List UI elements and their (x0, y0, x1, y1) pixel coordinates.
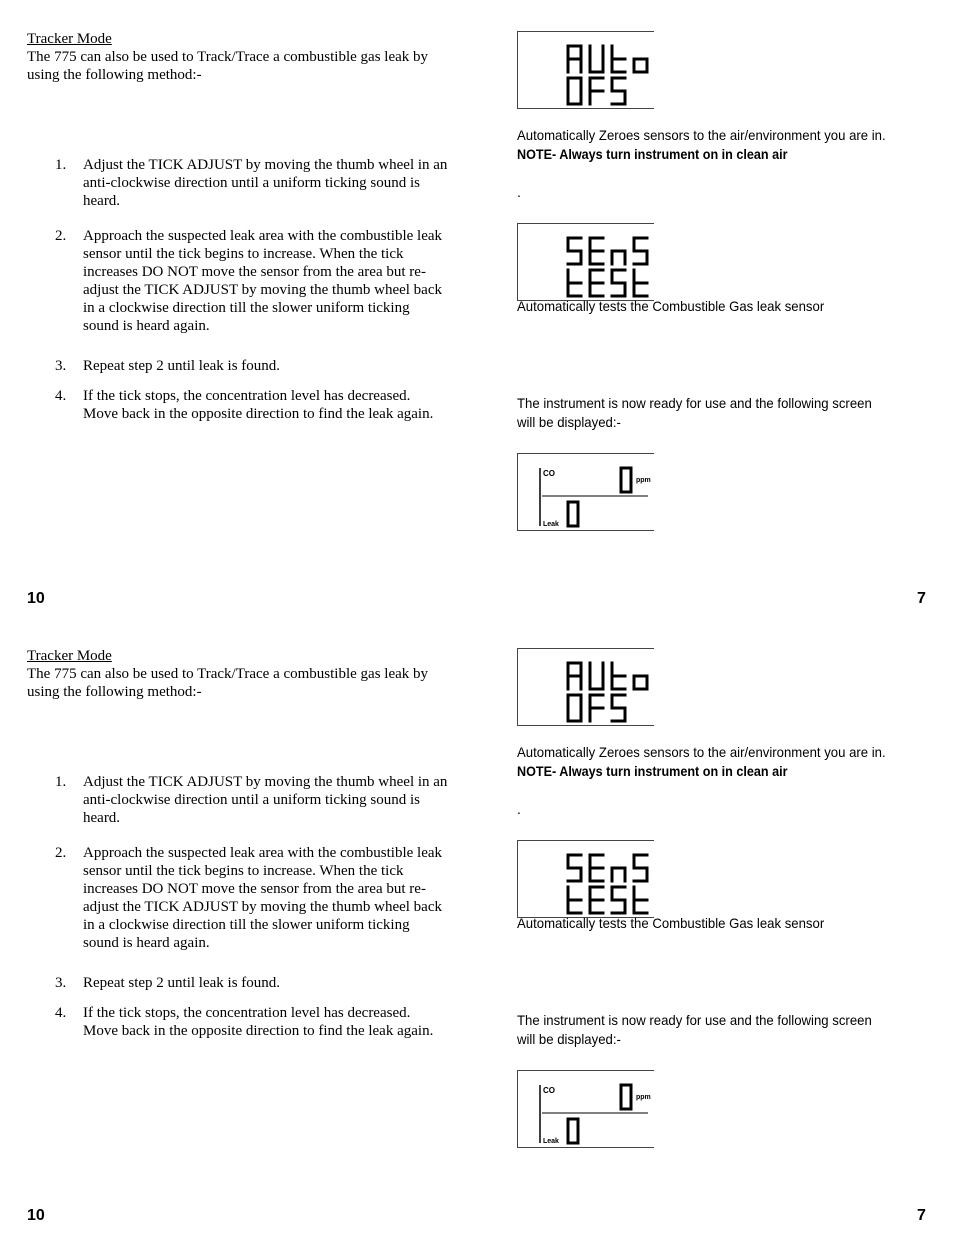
lcd-ready-display (517, 1070, 654, 1148)
manual-page-spread (0, 0, 954, 617)
lcd-line-sens (568, 238, 647, 264)
ready-text-line-1: The instrument is now ready for use and the following screen (517, 1012, 872, 1028)
section-heading: Tracker Mode (27, 31, 112, 47)
step-text: Adjust the TICK ADJUST by moving the thumb wheel in an anti-clockwise direction until a uniform ticking sound is heard. (83, 157, 448, 209)
ready-text-line-2: will be displayed:- (517, 1031, 621, 1047)
sensor-test-text: Automatically tests the Combustible Gas leak sensor (517, 298, 825, 314)
co-label: CO (543, 1086, 555, 1095)
step-text: Adjust the TICK ADJUST by moving the thumb wheel in an anti-clockwise direction until a uniform ticking sound is heard. (83, 774, 448, 826)
lcd-line-ofs (568, 695, 625, 721)
leak-value (568, 1119, 578, 1143)
ppm-unit-label: ppm (636, 1094, 651, 1101)
lcd-auto-ofs-display (517, 648, 654, 726)
lcd-sens-test-display (517, 223, 654, 301)
step-number: 2. (55, 228, 67, 244)
ready-text-line-1: The instrument is now ready for use and the following screen (517, 395, 872, 411)
lcd-line-auto (568, 46, 647, 72)
co-value (621, 468, 631, 492)
step-text: Approach the suspected leak area with the combustible leak sensor until the tick begins to increase. When the tick increases DO NOT move the sensor from the area but re-adjust the TICK ADJUST by moving the thumb wheel back in a clockwise direction till the slower uniform ticking sound is heard again. (83, 845, 443, 951)
stray-dot: . (517, 184, 521, 200)
step-number: 1. (55, 774, 67, 790)
step-text: Approach the suspected leak area with the combustible leak sensor until the tick begins to increase. When the tick increases DO NOT move the sensor from the area but re-adjust the TICK ADJUST by moving the thumb wheel back in a clockwise direction till the slower uniform ticking sound is heard again. (83, 228, 443, 334)
lcd-ready-display (517, 453, 654, 531)
step-number: 3. (55, 358, 67, 374)
auto-zero-text: Automatically Zeroes sensors to the air/environment you are in. (517, 744, 886, 760)
lcd-line-auto (568, 663, 647, 689)
step-number: 4. (55, 1005, 67, 1021)
manual-page-spread (0, 617, 954, 1234)
page-number-right: 7 (917, 1207, 926, 1224)
intro-paragraph: The 775 can also be used to Track/Trace a combustible gas leak by using the following method:- (27, 49, 429, 83)
leak-value (568, 502, 578, 526)
clean-air-note: NOTE- Always turn instrument on in clean air (517, 763, 788, 779)
step-text: If the tick stops, the concentration level has decreased. Move back in the opposite direction to find the leak again. (83, 388, 434, 422)
co-value (621, 1085, 631, 1109)
page-number-left: 10 (27, 590, 45, 607)
step-text: Repeat step 2 until leak is found. (83, 975, 281, 991)
page-number-left: 10 (27, 1207, 45, 1224)
stray-dot: . (517, 801, 521, 817)
lcd-auto-ofs-display (517, 31, 654, 109)
step-number: 3. (55, 975, 67, 991)
section-heading: Tracker Mode (27, 648, 112, 664)
co-label: CO (543, 469, 555, 478)
lcd-line-test (568, 270, 647, 296)
ppm-unit-label: ppm (636, 477, 651, 484)
leak-label: Leak (543, 521, 559, 528)
step-number: 1. (55, 157, 67, 173)
step-number: 4. (55, 388, 67, 404)
tracker-mode-section (27, 30, 452, 422)
step-text: If the tick stops, the concentration level has decreased. Move back in the opposite direction to find the leak again. (83, 1005, 434, 1039)
step-text: Repeat step 2 until leak is found. (83, 358, 281, 374)
lcd-line-sens (568, 855, 647, 881)
clean-air-note: NOTE- Always turn instrument on in clean air (517, 146, 788, 162)
intro-paragraph: The 775 can also be used to Track/Trace a combustible gas leak by using the following method:- (27, 666, 429, 700)
lcd-line-test (568, 887, 647, 913)
sensor-test-text: Automatically tests the Combustible Gas leak sensor (517, 915, 825, 931)
auto-zero-text: Automatically Zeroes sensors to the air/environment you are in. (517, 127, 886, 143)
lcd-line-ofs (568, 78, 625, 104)
leak-label: Leak (543, 1138, 559, 1145)
tracker-mode-section (27, 647, 452, 1039)
step-number: 2. (55, 845, 67, 861)
lcd-sens-test-display (517, 840, 654, 918)
ready-text-line-2: will be displayed:- (517, 414, 621, 430)
page-number-right: 7 (917, 590, 926, 607)
